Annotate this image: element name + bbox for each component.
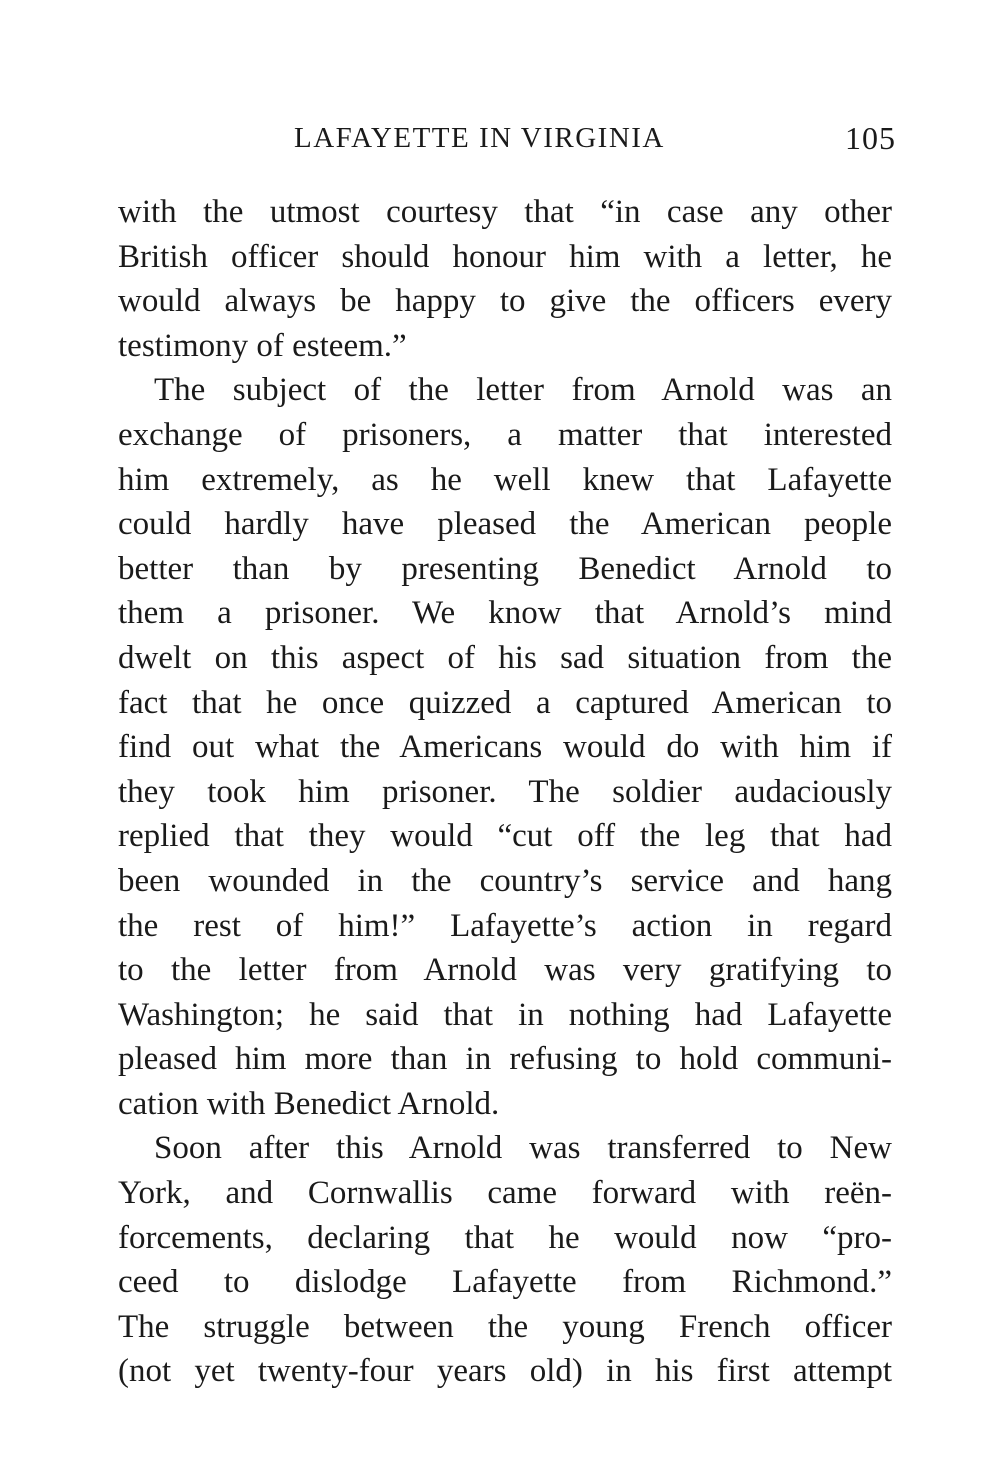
text-line: dwelt on this aspect of his sad situation from the xyxy=(118,639,892,676)
text-line: them a prisoner. We know that Arnold’s mind xyxy=(118,595,892,632)
text-line: they took him prisoner. The soldier audaciously xyxy=(118,773,892,810)
text-line: better than by presenting Benedict Arnold to xyxy=(118,550,892,587)
text-line: with the utmost courtesy that “in case any other xyxy=(118,194,892,230)
text-line: forcements, declaring that he would now “pro- xyxy=(118,1219,892,1256)
text-line: replied that they would “cut off the leg that had xyxy=(118,818,892,855)
text-line: would always be happy to give the officers every xyxy=(118,283,892,320)
text-line: The struggle between the young French officer xyxy=(118,1308,892,1345)
text-line: ceed to dislodge Lafayette from Richmond.” xyxy=(118,1264,892,1301)
text-line: the rest of him!” Lafayette’s action in regard xyxy=(118,907,892,944)
text-line: York, and Cornwallis came forward with reën- xyxy=(118,1175,892,1212)
page-number: 105 xyxy=(845,120,896,156)
text-line: (not yet twenty-four years old) in his first attempt xyxy=(118,1353,892,1390)
text-line: him extremely, as he well knew that Lafayette xyxy=(118,461,892,498)
text-line: fact that he once quizzed a captured American to xyxy=(118,684,892,721)
text-line: British officer should honour him with a letter, he xyxy=(118,238,892,275)
text-line: pleased him more than in refusing to hold communi- xyxy=(118,1041,892,1078)
text-line: find out what the Americans would do with him if xyxy=(118,729,892,766)
text-line: exchange of prisoners, a matter that interested xyxy=(118,416,892,453)
text-line: been wounded in the country’s service and hang xyxy=(118,862,892,899)
running-title: LAFAYETTE IN VIRGINIA xyxy=(294,122,665,154)
text-line: to the letter from Arnold was very gratifying to xyxy=(118,952,892,989)
text-line: cation with Benedict Arnold. xyxy=(118,1085,500,1122)
body-text xyxy=(118,190,892,1394)
text-line: Soon after this Arnold was transferred to New xyxy=(154,1130,892,1167)
text-line: Washington; he said that in nothing had Lafayette xyxy=(118,996,892,1033)
text-line: testimony of esteem.” xyxy=(118,327,407,364)
text-line: The subject of the letter from Arnold was an xyxy=(154,372,892,409)
running-header xyxy=(118,116,896,160)
text-line: could hardly have pleased the American people xyxy=(118,506,892,543)
